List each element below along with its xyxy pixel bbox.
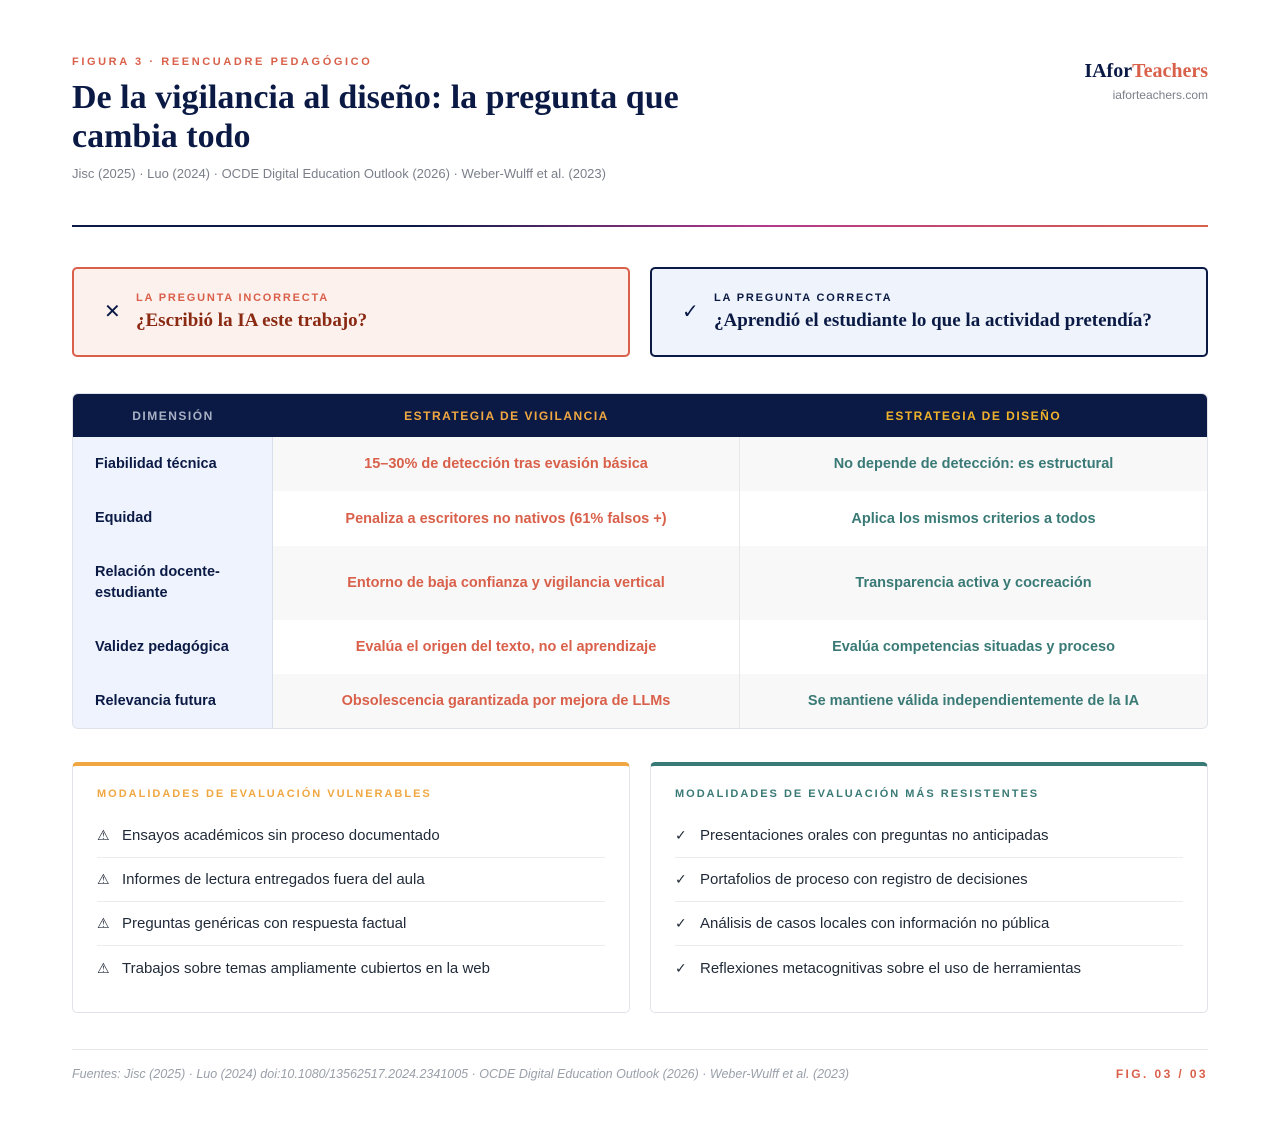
warning-icon: ⚠ [97, 871, 110, 887]
header-dimension: DIMENSIÓN [132, 408, 214, 423]
brand-url[interactable]: iaforteachers.com [1112, 88, 1208, 102]
list-item [675, 902, 1183, 946]
check-icon: ✓ [675, 959, 687, 976]
list-item-text: Trabajos sobre temas ampliamente cubiertos en la web [122, 959, 490, 977]
resistant-modalities-card [650, 762, 1208, 1013]
warning-icon: ⚠ [97, 915, 110, 931]
row-vigilancia: Evalúa el origen del texto, no el aprendizaje [273, 620, 740, 674]
header-sources: Jisc (2025) · Luo (2024) · OCDE Digital Education Outlook (2026) · Weber-Wulff et al. (2023) [72, 166, 606, 181]
list-item [675, 858, 1183, 902]
row-diseno: Se mantiene válida independientemente de la IA [740, 674, 1207, 728]
wrong-question-text: ¿Escribió la IA este trabajo? [136, 310, 368, 331]
warning-icon: ⚠ [97, 959, 110, 976]
vulnerable-list [97, 814, 605, 990]
brand-block [1084, 60, 1208, 102]
header-diseno: ESTRATEGIA DE DISEÑO [885, 408, 1062, 423]
wrong-question-label: LA PREGUNTA INCORRECTA [136, 292, 329, 304]
footer-sources: Fuentes: Jisc (2025) · Luo (2024) doi:10.1080/13562517.2024.2341005 · OCDE Digital Education Outlook (2026) · Weber-Wulff et al. (2023) [72, 1067, 850, 1081]
row-vigilancia: 15–30% de detección tras evasión básica [273, 437, 740, 491]
table-header [73, 394, 1207, 437]
figure-page [72, 0, 1208, 1130]
header-divider [72, 225, 1208, 227]
row-dimension: Relación docente-estudiante [73, 546, 273, 620]
row-diseno: Aplica los mismos criterios a todos [740, 491, 1207, 546]
vulnerable-title: MODALIDADES DE EVALUACIÓN VULNERABLES [97, 788, 432, 800]
right-question-card [650, 267, 1208, 357]
table-row [73, 546, 1207, 620]
footer-divider [72, 1049, 1208, 1050]
resistant-list [675, 814, 1183, 990]
wrong-question-card [72, 267, 630, 357]
table-row [73, 437, 1207, 491]
page-title: De la vigilancia al diseño: la pregunta que cambia todo [72, 79, 679, 155]
list-item [97, 902, 605, 946]
row-vigilancia: Penaliza a escritores no nativos (61% falsos +) [273, 491, 740, 546]
row-dimension: Relevancia futura [73, 674, 273, 728]
check-icon: ✓ [675, 827, 687, 843]
list-item [97, 946, 605, 990]
vulnerable-modalities-card [72, 762, 630, 1013]
comparison-table [72, 393, 1208, 729]
list-item-text: Presentaciones orales con preguntas no anticipadas [700, 827, 1049, 844]
list-item [97, 858, 605, 902]
row-diseno: Evalúa competencias situadas y proceso [740, 620, 1207, 674]
list-item-text: Reflexiones metacognitivas sobre el uso de herramientas [700, 959, 1082, 977]
row-dimension: Fiabilidad técnica [73, 437, 273, 491]
row-diseno: Transparencia activa y cocreación [740, 546, 1207, 620]
resistant-title: MODALIDADES DE EVALUACIÓN MÁS RESISTENTES [675, 788, 1040, 800]
table-row [73, 674, 1207, 728]
figure-number: FIG. 03 / 03 [1115, 1067, 1208, 1081]
list-item-text: Preguntas genéricas con respuesta factual [122, 915, 407, 932]
row-dimension: Validez pedagógica [73, 620, 273, 674]
table-row [73, 620, 1207, 674]
check-icon: ✓ [682, 301, 699, 323]
row-diseno: No depende de detección: es estructural [740, 437, 1207, 491]
right-question-label: LA PREGUNTA CORRECTA [714, 292, 893, 304]
row-dimension: Equidad [73, 491, 273, 546]
list-item-text: Portafolios de proceso con registro de decisiones [700, 871, 1028, 888]
warning-icon: ⚠ [97, 827, 110, 843]
row-vigilancia: Obsolescencia garantizada por mejora de LLMs [273, 674, 740, 728]
list-item-text: Análisis de casos locales con información no pública [700, 915, 1050, 932]
figure-eyebrow: FIGURA 3 · REENCUADRE PEDAGÓGICO [72, 56, 373, 68]
brand-name-part1: IAfor [1084, 60, 1133, 82]
list-item [97, 814, 605, 858]
list-item [675, 946, 1183, 990]
close-icon: ✕ [104, 301, 121, 323]
check-icon: ✓ [675, 871, 687, 887]
list-item-text: Informes de lectura entregados fuera del aula [122, 871, 425, 888]
list-item [675, 814, 1183, 858]
brand-name-part2: Teachers [1132, 60, 1208, 82]
row-vigilancia: Entorno de baja confianza y vigilancia vertical [273, 546, 740, 620]
check-icon: ✓ [675, 915, 687, 931]
right-question-text: ¿Aprendió el estudiante lo que la actividad pretendía? [714, 310, 1152, 331]
table-row [73, 491, 1207, 546]
brand-logo[interactable] [1084, 60, 1208, 82]
list-item-text: Ensayos académicos sin proceso documentado [122, 827, 440, 844]
header-vigilancia: ESTRATEGIA DE VIGILANCIA [404, 408, 609, 423]
